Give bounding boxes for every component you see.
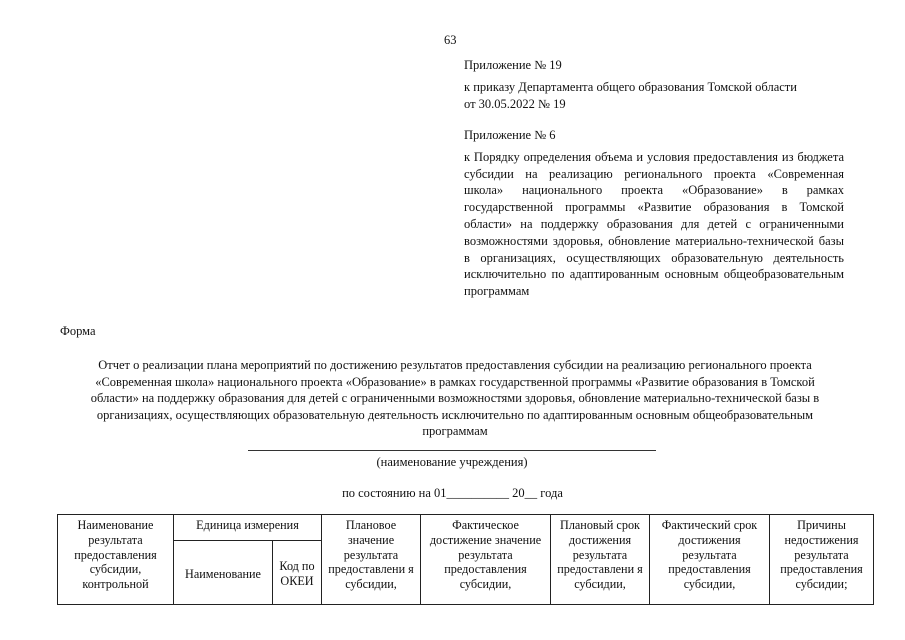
header-unit: Единица измерения: [174, 515, 322, 541]
appendix-19-header: [464, 57, 844, 112]
header-planned-date: Плановый срок достижения результата предоставлени я субсидии,: [551, 515, 650, 605]
page-number: 63: [444, 33, 457, 47]
form-label: Форма: [60, 324, 96, 338]
header-actual-value: Фактическое достижение значение результата предоставления субсидии,: [421, 515, 551, 605]
appendix-19-title: Приложение № 19: [464, 58, 562, 72]
appendix-6-title: Приложение № 6: [464, 128, 556, 142]
institution-caption: (наименование учреждения): [376, 455, 528, 469]
header-result-name: Наименование результата предоставления субсидии, контрольной: [58, 515, 174, 605]
header-planned-value: Плановое значение результата предоставлени я субсидии,: [322, 515, 421, 605]
institution-name-line: [248, 450, 656, 451]
header-unit-code: Код по ОКЕИ: [273, 541, 322, 605]
header-reasons: Причины недостижения результата предоставления субсидии;: [770, 515, 874, 605]
appendix-6-body: к Порядку определения объема и условия предоставления из бюджета субсидии на реализацию регионального проекта «Современная школа» национального проекта «Образование» в рамках государственной программы «Развитие образования в Томской области» на поддержку образования для детей с ограниченными возможностями здоровья, обновление материально-технической базы в организациях, осуществляющих образовательную деятельность исключительно по адаптированным основным общеобразовательным программам: [464, 149, 844, 299]
header-actual-date: Фактический срок достижения результата предоставления субсидии,: [650, 515, 770, 605]
report-date-line: по состоянию на 01__________ 20__ года: [342, 486, 563, 500]
report-title: Отчет о реализации плана мероприятий по достижению результатов предоставления субсидии на реализацию регионального проекта «Современная школа» национального проекта «Образование» в рамках государственной программы «Развитие образования в Томской области» на поддержку образования для детей с ограниченными возможностями здоровья, обновление материально-технической базы в организациях, осуществляющих образовательную деятельность исключительно по адаптированным основным общеобразовательным программам: [90, 358, 820, 438]
appendix-19-date-line: от 30.05.2022 № 19: [464, 96, 566, 111]
report-table: [57, 514, 874, 605]
appendix-6-header: [464, 127, 844, 300]
header-unit-name: Наименование: [174, 541, 273, 605]
appendix-19-order-line: к приказу Департамента общего образования Томской области: [464, 79, 797, 94]
